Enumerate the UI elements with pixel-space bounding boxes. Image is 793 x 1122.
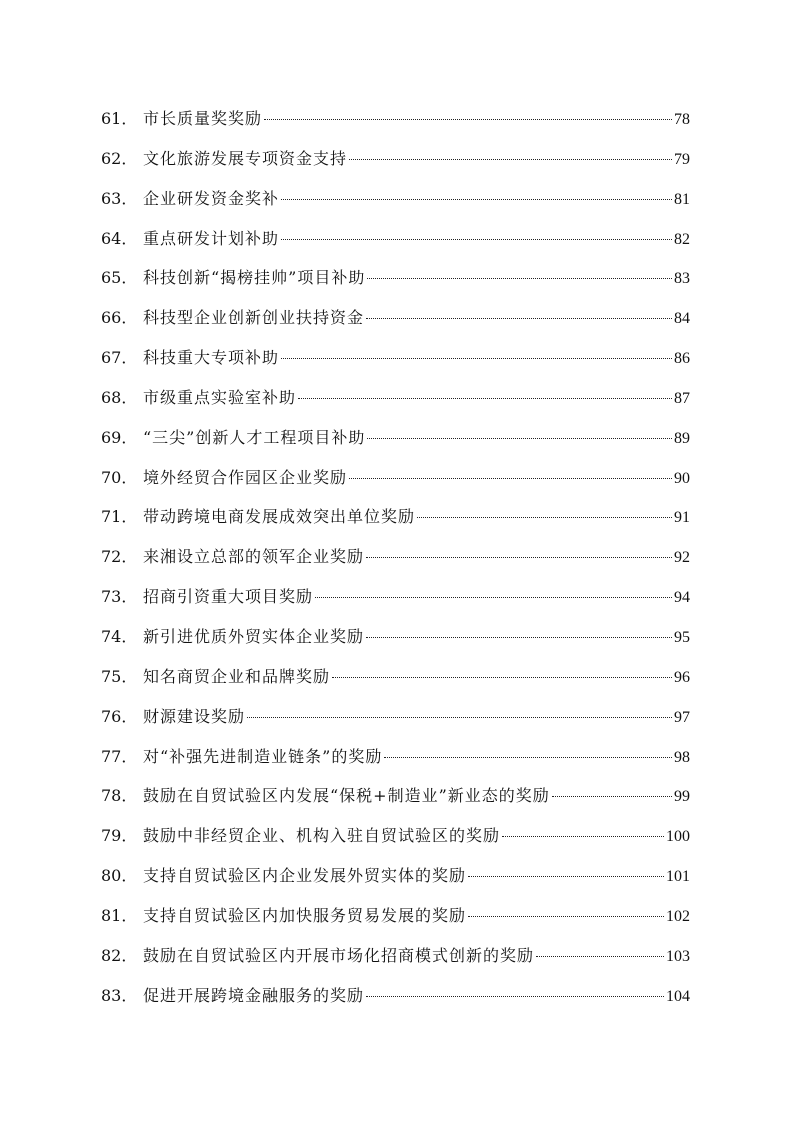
dot-leader	[384, 757, 672, 758]
entry-page-number: 99	[674, 788, 690, 806]
entry-number: 82．	[101, 945, 138, 965]
dot-leader	[264, 119, 672, 120]
toc-entry[interactable]	[101, 298, 690, 338]
entry-title: 企业研发资金奖补	[143, 188, 280, 208]
entry-title: 新引进优质外贸实体企业奖励	[143, 626, 365, 646]
entry-page-number: 78	[674, 111, 690, 128]
toc-entry[interactable]	[101, 99, 690, 139]
entry-page-number: 81	[674, 190, 690, 208]
entry-title: 财源建设奖励	[143, 706, 246, 726]
entry-number: 80．	[101, 866, 138, 886]
dot-leader	[281, 199, 672, 200]
dot-leader	[332, 677, 672, 678]
dot-leader	[417, 517, 672, 518]
dot-leader	[502, 836, 664, 837]
entry-title: 知名商贸企业和品牌奖励	[143, 666, 331, 686]
entry-number: 67．	[101, 348, 138, 368]
entry-title: 市级重点实验室补助	[143, 387, 297, 407]
entry-number: 66．	[101, 308, 138, 328]
toc-entry[interactable]	[101, 497, 690, 537]
entry-title: 市长质量奖奖励	[143, 109, 263, 128]
entry-number: 81．	[101, 905, 138, 925]
entry-page-number: 83	[674, 270, 690, 288]
dot-leader	[349, 159, 672, 160]
dot-leader	[281, 358, 672, 359]
dot-leader	[247, 717, 672, 718]
toc-entry[interactable]	[101, 617, 690, 657]
toc-entry[interactable]	[101, 418, 690, 458]
entry-number: 62．	[101, 148, 138, 168]
entry-page-number: 97	[674, 708, 690, 726]
entry-title: “三尖”创新人才工程项目补助	[143, 427, 366, 447]
entry-number: 68．	[101, 387, 138, 407]
toc-entry[interactable]	[101, 378, 690, 418]
dot-leader	[366, 557, 672, 558]
dot-leader	[349, 478, 672, 479]
entry-number: 64．	[101, 228, 138, 248]
entry-number: 76．	[101, 706, 138, 726]
entry-page-number: 96	[674, 668, 690, 686]
entry-number: 72．	[101, 547, 138, 567]
entry-title: 招商引资重大项目奖励	[143, 587, 314, 607]
dot-leader	[367, 438, 672, 439]
entry-title: 促进开展跨境金融服务的奖励	[143, 985, 365, 1005]
dot-leader	[281, 239, 672, 240]
entry-page-number: 98	[674, 748, 690, 766]
entry-number: 71．	[101, 507, 138, 527]
table-of-contents	[101, 99, 690, 1015]
entry-title: 科技重大专项补助	[143, 348, 280, 368]
toc-entry[interactable]	[101, 936, 690, 976]
entry-title: 鼓励中非经贸企业、机构入驻自贸试验区的奖励	[143, 826, 501, 846]
entry-number: 73．	[101, 587, 138, 607]
toc-entry[interactable]	[101, 776, 690, 816]
entry-title: 支持自贸试验区内加快服务贸易发展的奖励	[143, 905, 467, 925]
entry-title: 支持自贸试验区内企业发展外贸实体的奖励	[143, 866, 467, 886]
dot-leader	[552, 796, 672, 797]
toc-entry[interactable]	[101, 179, 690, 219]
toc-entry[interactable]	[101, 896, 690, 936]
entry-number: 78．	[101, 786, 138, 806]
entry-page-number: 89	[674, 429, 690, 447]
entry-number: 65．	[101, 268, 138, 288]
toc-entry[interactable]	[101, 139, 690, 179]
toc-entry[interactable]	[101, 258, 690, 298]
entry-page-number: 104	[666, 987, 690, 1005]
entry-page-number: 92	[674, 549, 690, 567]
entry-page-number: 100	[666, 828, 690, 846]
entry-number: 69．	[101, 427, 138, 447]
entry-number: 75．	[101, 666, 138, 686]
toc-entry[interactable]	[101, 976, 690, 1016]
toc-entry[interactable]	[101, 219, 690, 259]
dot-leader	[366, 318, 672, 319]
entry-number: 79．	[101, 826, 138, 846]
entry-page-number: 101	[666, 868, 690, 886]
toc-entry[interactable]	[101, 577, 690, 617]
entry-page-number: 86	[674, 350, 690, 368]
entry-title: 重点研发计划补助	[143, 228, 280, 248]
toc-entry[interactable]	[101, 657, 690, 697]
entry-title: 科技创新“揭榜挂帅”项目补助	[143, 268, 366, 288]
entry-title: 对“补强先进制造业链条”的奖励	[143, 746, 383, 766]
entry-title: 带动跨境电商发展成效突出单位奖励	[143, 507, 416, 527]
entry-page-number: 87	[674, 389, 690, 407]
dot-leader	[366, 637, 672, 638]
entry-page-number: 79	[674, 150, 690, 168]
toc-entry[interactable]	[101, 816, 690, 856]
toc-entry[interactable]	[101, 737, 690, 777]
entry-page-number: 103	[666, 947, 690, 965]
entry-title: 鼓励在自贸试验区内发展“保税+制造业”新业态的奖励	[143, 786, 550, 806]
entry-number: 70．	[101, 467, 138, 487]
entry-page-number: 102	[666, 907, 690, 925]
dot-leader	[367, 278, 672, 279]
dot-leader	[468, 916, 664, 917]
entry-number: 61．	[101, 109, 138, 128]
entry-page-number: 91	[674, 509, 690, 527]
entry-page-number: 95	[674, 628, 690, 646]
dot-leader	[536, 956, 664, 957]
entry-title: 文化旅游发展专项资金支持	[143, 148, 348, 168]
entry-page-number: 90	[674, 469, 690, 487]
entry-title: 来湘设立总部的领军企业奖励	[143, 547, 365, 567]
entry-number: 63．	[101, 188, 138, 208]
dot-leader	[468, 876, 664, 877]
dot-leader	[315, 597, 672, 598]
entry-page-number: 84	[674, 310, 690, 328]
dot-leader	[298, 398, 672, 399]
entry-number: 77．	[101, 746, 138, 766]
entry-title: 境外经贸合作园区企业奖励	[143, 467, 348, 487]
entry-number: 74．	[101, 626, 138, 646]
toc-entry[interactable]	[101, 697, 690, 737]
entry-page-number: 82	[674, 230, 690, 248]
toc-entry[interactable]	[101, 856, 690, 896]
entry-number: 83．	[101, 985, 138, 1005]
entry-page-number: 94	[674, 589, 690, 607]
entry-title: 科技型企业创新创业扶持资金	[143, 308, 365, 328]
toc-entry[interactable]	[101, 338, 690, 378]
dot-leader	[366, 996, 664, 997]
toc-entry[interactable]	[101, 458, 690, 498]
entry-title: 鼓励在自贸试验区内开展市场化招商模式创新的奖励	[143, 945, 535, 965]
toc-entry[interactable]	[101, 537, 690, 577]
